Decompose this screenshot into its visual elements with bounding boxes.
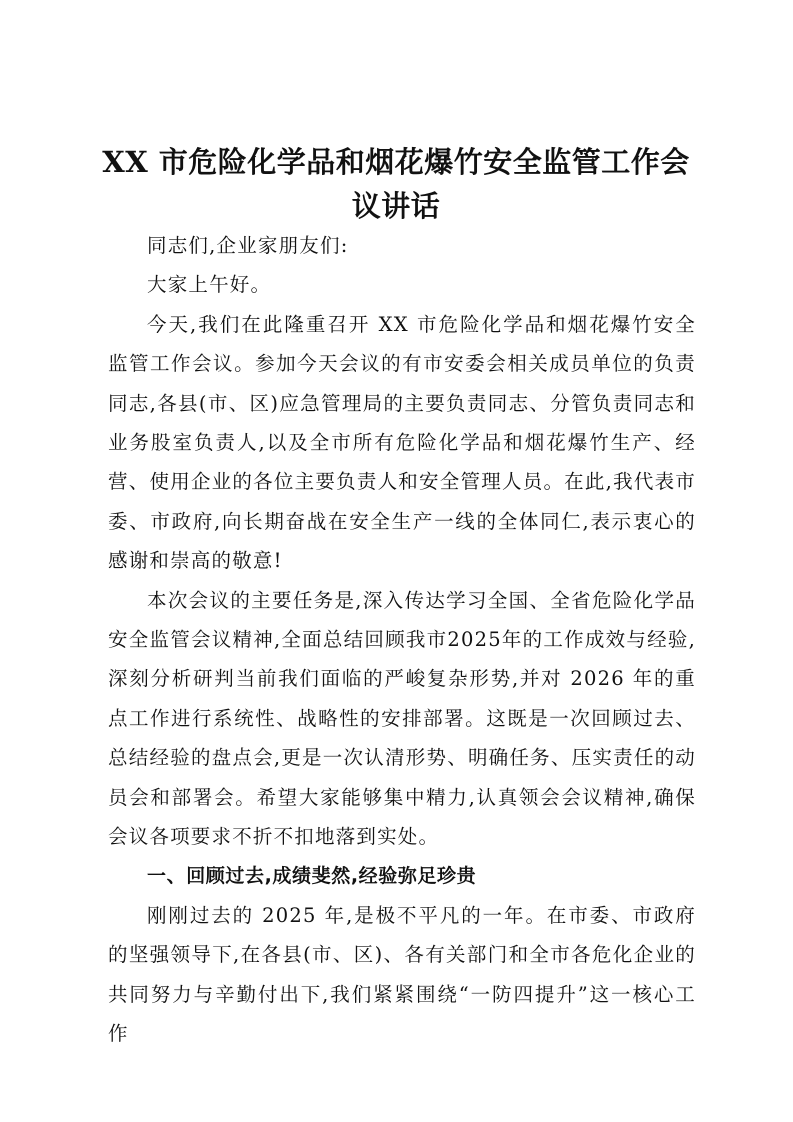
paragraph-tasks: 本次会议的主要任务是,深入传达学习全国、全省危险化学品安全监管会议精神,全面总结回顾我市2025年的工作成效与经验,深刻分析研判当前我们面临的严峻复杂形势,并对 2026 年的重点工作进行系统性、战略性的安排部署。这既是一次回顾过去、总结经验的盘点会,更是一次认清形势、明确任务、压实责任的动员会和部署会。希望大家能够集中精力,认真领会会议精神,确保会议各项要求不折不扣地落到实处。: [108, 588, 696, 849]
document-title: [96, 140, 696, 228]
title-line-2: 议讲话: [351, 189, 441, 223]
paragraph-review: 刚刚过去的 2025 年,是极不平凡的一年。在市委、市政府的坚强领导下,在各县(市、区)、各有关部门和全市各危化企业的共同努力与辛勤付出下,我们紧紧围绕“一防四提升”这一核心工作: [108, 903, 696, 1046]
title-line-1: XX 市危险化学品和烟花爆竹安全监管工作会: [102, 145, 690, 179]
salutation: 同志们,企业家朋友们:: [147, 234, 349, 257]
section-heading: 一、回顾过去,成绩斐然,经验弥足珍贵: [147, 864, 477, 887]
paragraph-opening: 今天,我们在此隆重召开 XX 市危险化学品和烟花爆竹安全监管工作会议。参加今天会议的有市安委会相关成员单位的负责同志,各县(市、区)应急管理局的主要负责同志、分管负责同志和业务股室负责人,以及全市所有危险化学品和烟花爆竹生产、经营、使用企业的各位主要负责人和安全管理人员。在此,我代表市委、市政府,向长期奋战在安全生产一线的全体同仁,表示衷心的感谢和崇高的敬意!: [108, 312, 696, 573]
greeting: 大家上午好。: [147, 273, 272, 297]
document-body: [108, 226, 696, 1054]
